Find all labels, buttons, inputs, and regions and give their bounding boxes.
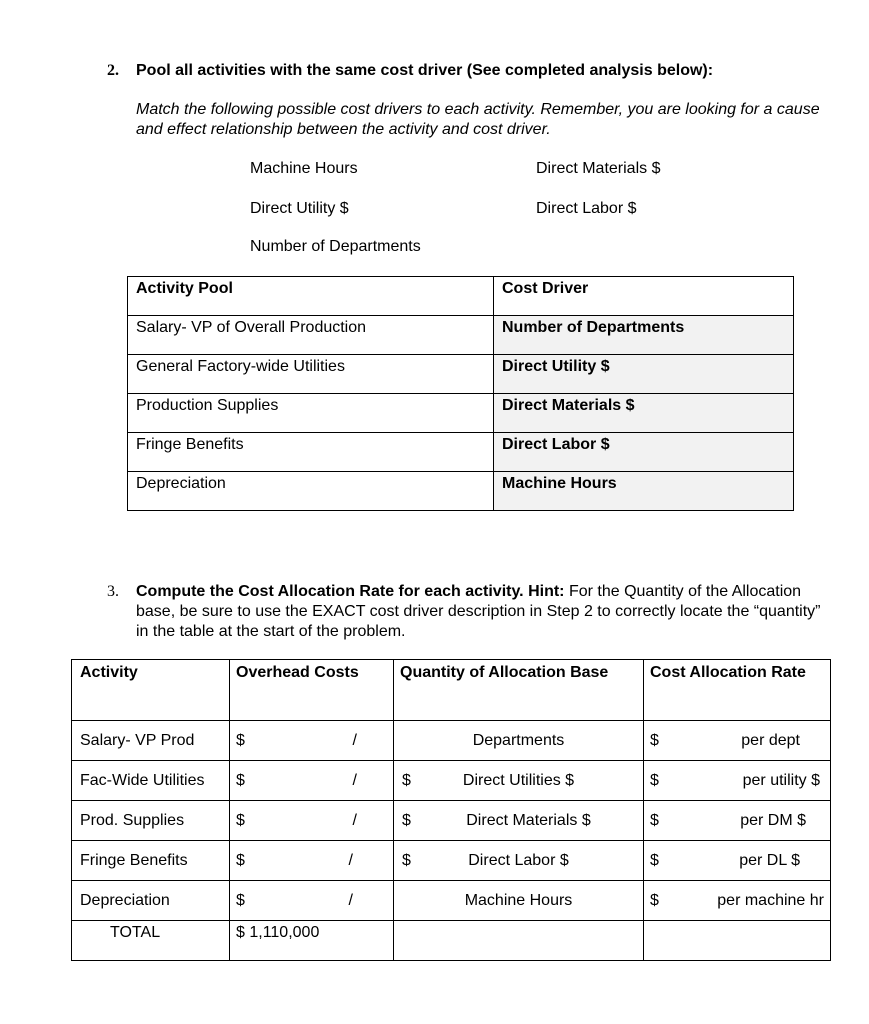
table-row xyxy=(72,721,831,761)
quantity-cell[interactable] xyxy=(394,801,644,841)
activity-cell: Fringe Benefits xyxy=(72,841,230,881)
header-activity-pool: Activity Pool xyxy=(128,277,494,316)
table-row xyxy=(128,355,794,394)
activity-pool-table xyxy=(127,276,794,511)
dollar-sign: $ xyxy=(402,851,411,869)
activity-cell: Fringe Benefits xyxy=(128,433,494,472)
driver-option: Direct Labor $ xyxy=(536,200,637,217)
table-row xyxy=(128,433,794,472)
dollar-sign: $ xyxy=(236,771,245,789)
slash: / xyxy=(352,731,357,749)
overhead-cell[interactable] xyxy=(230,841,394,881)
driver-cell[interactable]: Direct Materials $ xyxy=(494,394,794,433)
quantity-unit: Direct Labor $ xyxy=(468,851,569,869)
overhead-cell[interactable] xyxy=(230,721,394,761)
section3-heading: Compute the Cost Allocation Rate for each activity. Hint: xyxy=(136,583,565,600)
dollar-sign: $ xyxy=(236,811,245,829)
quantity-cell[interactable] xyxy=(394,721,644,761)
activity-cell: Fac-Wide Utilities xyxy=(72,761,230,801)
activity-cell: Production Supplies xyxy=(128,394,494,433)
activity-cell: Depreciation xyxy=(72,881,230,921)
table-row xyxy=(72,801,831,841)
slash: / xyxy=(352,811,357,829)
rate-cell[interactable] xyxy=(644,841,831,881)
driver-option: Direct Materials $ xyxy=(536,160,661,177)
rate-cell[interactable] xyxy=(644,721,831,761)
header-overhead-costs: Overhead Costs xyxy=(230,660,394,721)
rate-unit: per dept xyxy=(741,731,800,749)
quantity-cell[interactable] xyxy=(394,761,644,801)
total-rate-cell xyxy=(644,921,831,961)
header-cost-driver: Cost Driver xyxy=(494,277,794,316)
driver-option: Direct Utility $ xyxy=(250,200,349,217)
section2-instructions: Match the following possible cost drivers to each activity. Remember, you are looking for a cause and effect relationship between the activity and cost driver. xyxy=(136,101,820,138)
dollar-sign: $ xyxy=(650,891,659,909)
activity-cell: Salary- VP Prod xyxy=(72,721,230,761)
overhead-cell[interactable] xyxy=(230,801,394,841)
activity-cell: Depreciation xyxy=(128,472,494,511)
dollar-sign: $ xyxy=(402,771,411,789)
slash: / xyxy=(348,891,353,909)
allocation-rate-table xyxy=(71,659,831,961)
quantity-unit: Machine Hours xyxy=(464,891,573,909)
dollar-sign: $ xyxy=(650,731,659,749)
table-header-row xyxy=(128,277,794,316)
table-row xyxy=(128,394,794,433)
driver-cell[interactable]: Direct Labor $ xyxy=(494,433,794,472)
section2-number: 2. xyxy=(107,62,119,79)
table-row xyxy=(128,316,794,355)
activity-cell: General Factory-wide Utilities xyxy=(128,355,494,394)
rate-unit: per utility $ xyxy=(742,771,820,789)
driver-option: Number of Departments xyxy=(250,238,421,255)
driver-cell[interactable]: Direct Utility $ xyxy=(494,355,794,394)
dollar-sign: $ xyxy=(650,811,659,829)
quantity-cell[interactable] xyxy=(394,841,644,881)
driver-option: Machine Hours xyxy=(250,160,358,177)
section2-heading: Pool all activities with the same cost driver (See completed analysis below): xyxy=(136,62,714,79)
header-activity: Activity xyxy=(72,660,230,721)
dollar-sign: $ xyxy=(236,891,245,909)
table-row xyxy=(72,841,831,881)
table-row xyxy=(72,761,831,801)
dollar-sign: $ xyxy=(402,811,411,829)
section3-number: 3. xyxy=(107,583,119,600)
overhead-cell[interactable] xyxy=(230,761,394,801)
rate-cell[interactable] xyxy=(644,761,831,801)
slash: / xyxy=(348,851,353,869)
total-quantity-cell xyxy=(394,921,644,961)
section3-text xyxy=(136,582,826,642)
dollar-sign: $ xyxy=(650,771,659,789)
rate-cell[interactable] xyxy=(644,881,831,921)
header-rate: Cost Allocation Rate xyxy=(644,660,831,721)
rate-unit: per machine hr xyxy=(717,891,824,909)
total-label: TOTAL xyxy=(72,921,230,961)
total-value: $ 1,110,000 xyxy=(230,921,394,961)
rate-unit: per DL $ xyxy=(739,851,800,869)
dollar-sign: $ xyxy=(650,851,659,869)
overhead-cell[interactable] xyxy=(230,881,394,921)
quantity-unit: Direct Utilities $ xyxy=(462,771,575,789)
table-row xyxy=(128,472,794,511)
dollar-sign: $ xyxy=(236,851,245,869)
table-row xyxy=(72,881,831,921)
table-header-row xyxy=(72,660,831,721)
dollar-sign: $ xyxy=(236,731,245,749)
section3-hint: For the Quantity of the Allocation base, be sure to use the EXACT cost driver description in Step 2 to correctly locate the “quantity” in the table at the start of the problem. xyxy=(136,583,821,640)
header-quantity-base: Quantity of Allocation Base xyxy=(394,660,644,721)
rate-cell[interactable] xyxy=(644,801,831,841)
quantity-unit: Direct Materials $ xyxy=(466,811,591,829)
total-row xyxy=(72,921,831,961)
quantity-unit: Departments xyxy=(472,731,565,749)
driver-cell[interactable]: Machine Hours xyxy=(494,472,794,511)
quantity-cell[interactable] xyxy=(394,881,644,921)
activity-cell: Salary- VP of Overall Production xyxy=(128,316,494,355)
activity-cell: Prod. Supplies xyxy=(72,801,230,841)
driver-cell[interactable]: Number of Departments xyxy=(494,316,794,355)
rate-unit: per DM $ xyxy=(740,811,806,829)
slash: / xyxy=(352,771,357,789)
